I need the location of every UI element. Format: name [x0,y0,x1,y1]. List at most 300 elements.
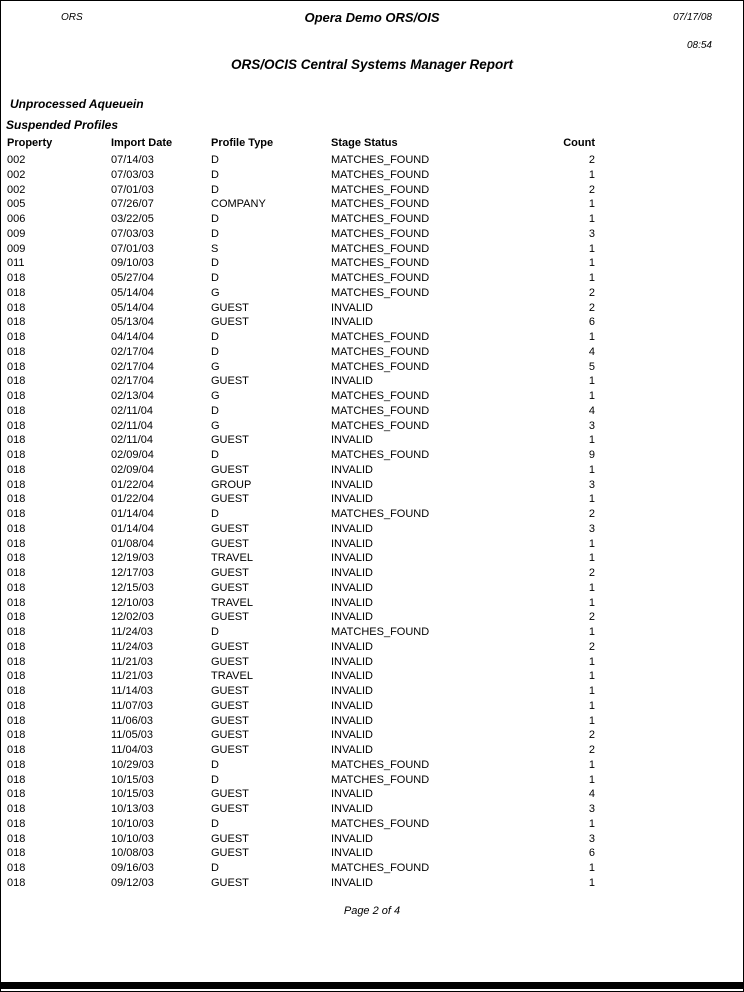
cell-stage-status: MATCHES_FOUND [331,758,430,771]
table-row [7,610,595,625]
cell-property: 018 [7,773,26,786]
section-heading-suspended-profiles: Suspended Profiles [6,118,119,132]
table-row [7,183,595,198]
cell-property: 018 [7,655,26,668]
column-header-count: Count [563,137,595,149]
cell-profile-type: GUEST [211,876,249,889]
table-row [7,669,595,684]
column-header-profile-type: Profile Type [211,137,274,149]
table-row [7,832,595,847]
table-row [7,389,595,404]
header-date: 07/17/08 [673,12,712,23]
cell-count: 1 [588,581,595,594]
cell-count: 1 [588,685,595,697]
table-row [7,227,595,242]
cell-stage-status: MATCHES_FOUND [331,272,430,284]
cell-profile-type: GUEST [211,493,249,506]
table-header-row [7,137,595,153]
table-row [7,345,595,360]
cell-stage-status: INVALID [331,493,373,506]
cell-stage-status: MATCHES_FOUND [331,242,430,255]
cell-profile-type: GUEST [211,375,249,388]
table-row [7,537,595,552]
cell-count: 2 [588,567,595,579]
cell-profile-type: D [211,213,219,225]
cell-profile-type: G [211,360,220,373]
cell-stage-status: MATCHES_FOUND [331,508,430,520]
cell-count: 6 [588,847,595,860]
cell-property: 018 [7,449,26,461]
cell-property: 018 [7,758,26,771]
cell-import-date: 07/01/03 [111,183,154,196]
cell-count: 1 [588,699,595,712]
table-row [7,861,595,876]
cell-stage-status: INVALID [331,876,373,889]
cell-stage-status: INVALID [331,611,373,624]
cell-property: 018 [7,301,26,314]
table-row [7,286,595,301]
column-header-import-date: Import Date [111,137,173,149]
cell-property: 018 [7,699,26,712]
table-row [7,242,595,257]
cell-profile-type: TRAVEL [211,670,253,683]
table-row [7,876,595,891]
cell-count: 1 [588,198,595,211]
cell-import-date: 02/17/04 [111,345,154,358]
cell-stage-status: INVALID [331,375,373,388]
cell-stage-status: INVALID [331,567,373,579]
cell-profile-type: D [211,227,219,240]
cell-property: 002 [7,183,26,196]
table-row [7,773,595,788]
cell-import-date: 11/06/03 [111,714,154,727]
cell-import-date: 02/09/04 [111,449,154,461]
table-row [7,625,595,640]
cell-property: 005 [7,198,26,211]
cell-count: 2 [588,183,595,196]
cell-profile-type: GUEST [211,744,249,756]
cell-profile-type: GUEST [211,611,249,624]
table-row [7,212,595,227]
cell-count: 6 [588,316,595,329]
cell-property: 018 [7,640,26,653]
cell-stage-status: MATCHES_FOUND [331,817,430,830]
cell-import-date: 07/03/03 [111,227,154,240]
cell-stage-status: INVALID [331,832,373,845]
cell-stage-status: MATCHES_FOUND [331,183,430,196]
cell-profile-type: GUEST [211,301,249,314]
table-row [7,566,595,581]
cell-import-date: 02/17/04 [111,375,154,388]
cell-profile-type: G [211,419,220,432]
cell-property: 018 [7,817,26,830]
cell-import-date: 02/17/04 [111,360,154,373]
header-app-label: ORS [61,12,83,23]
table-row [7,271,595,286]
cell-import-date: 10/29/03 [111,758,154,771]
cell-import-date: 03/22/05 [111,213,154,225]
cell-property: 018 [7,744,26,756]
cell-profile-type: GUEST [211,729,249,742]
table-row [7,256,595,271]
cell-stage-status: MATCHES_FOUND [331,286,430,299]
table-row [7,507,595,522]
cell-count: 1 [588,655,595,668]
cell-stage-status: INVALID [331,537,373,550]
cell-count: 1 [588,596,595,609]
cell-profile-type: G [211,286,220,299]
cell-import-date: 04/14/04 [111,331,154,343]
cell-import-date: 02/13/04 [111,390,154,402]
table-row [7,419,595,434]
table-row [7,596,595,611]
cell-import-date: 09/12/03 [111,876,154,889]
table-row [7,640,595,655]
cell-count: 3 [588,478,595,491]
cell-profile-type: GUEST [211,832,249,845]
cell-profile-type: GUEST [211,685,249,697]
cell-count: 1 [588,272,595,284]
cell-property: 011 [7,257,25,270]
header-time: 08:54 [686,40,712,51]
cell-property: 018 [7,581,26,594]
cell-profile-type: GUEST [211,847,249,860]
cell-import-date: 01/22/04 [111,478,154,491]
cell-import-date: 11/21/03 [111,655,154,668]
cell-property: 002 [7,168,26,181]
cell-profile-type: GUEST [211,567,249,579]
cell-property: 018 [7,463,26,476]
cell-property: 018 [7,508,26,520]
cell-count: 1 [588,493,595,506]
cell-stage-status: INVALID [331,714,373,727]
cell-import-date: 05/13/04 [111,316,154,329]
cell-profile-type: GUEST [211,434,249,447]
cell-profile-type: D [211,345,219,358]
table-row [7,802,595,817]
cell-property: 018 [7,611,26,624]
cell-profile-type: GROUP [211,478,252,491]
report-table [7,137,595,891]
table-row [7,448,595,463]
cell-import-date: 09/16/03 [111,862,154,874]
cell-count: 1 [588,213,595,225]
table-row [7,728,595,743]
cell-property: 018 [7,714,26,727]
cell-import-date: 02/11/04 [111,434,154,447]
cell-stage-status: INVALID [331,581,373,594]
cell-property: 006 [7,213,26,225]
cell-import-date: 01/08/04 [111,537,154,550]
cell-profile-type: GUEST [211,655,249,668]
cell-profile-type: GUEST [211,463,249,476]
table-row [7,478,595,493]
cell-property: 018 [7,862,26,874]
cell-property: 018 [7,434,26,447]
cell-stage-status: MATCHES_FOUND [331,773,430,786]
cell-import-date: 02/11/04 [111,419,154,432]
cell-import-date: 05/27/04 [111,272,154,284]
cell-profile-type: GUEST [211,522,249,535]
cell-import-date: 11/21/03 [111,670,154,683]
table-row [7,655,595,670]
cell-property: 018 [7,788,26,801]
cell-import-date: 02/09/04 [111,463,154,476]
cell-import-date: 01/14/04 [111,508,154,520]
cell-property: 018 [7,331,26,343]
cell-import-date: 11/04/03 [111,744,154,756]
cell-property: 018 [7,316,26,329]
cell-property: 018 [7,478,26,491]
cell-count: 1 [588,331,595,343]
cell-stage-status: INVALID [331,803,373,815]
cell-property: 018 [7,345,26,358]
cell-import-date: 01/22/04 [111,493,154,506]
cell-import-date: 05/14/04 [111,286,154,299]
cell-property: 018 [7,552,26,565]
table-row [7,714,595,729]
cell-profile-type: S [211,242,219,255]
cell-profile-type: GUEST [211,581,249,594]
report-title: ORS/OCIS Central Systems Manager Report [230,57,514,72]
cell-stage-status: INVALID [331,463,373,476]
column-header-stage-status: Stage Status [331,137,398,149]
table-row [7,758,595,773]
cell-import-date: 10/15/03 [111,773,154,786]
cell-count: 4 [588,788,595,801]
cell-stage-status: MATCHES_FOUND [331,404,430,417]
cell-property: 018 [7,685,26,697]
cell-stage-status: INVALID [331,478,373,491]
cell-profile-type: D [211,183,219,196]
cell-count: 1 [588,390,595,402]
cell-stage-status: MATCHES_FOUND [331,168,430,181]
cell-import-date: 11/24/03 [111,626,154,638]
cell-profile-type: D [211,817,219,830]
table-row [7,581,595,596]
cell-profile-type: D [211,154,219,166]
cell-import-date: 07/01/03 [111,242,154,255]
cell-count: 1 [588,876,595,889]
table-row [7,846,595,861]
cell-count: 1 [588,626,595,638]
cell-property: 018 [7,537,26,550]
table-row [7,522,595,537]
cell-count: 3 [588,522,595,535]
cell-property: 018 [7,522,26,535]
cell-import-date: 11/07/03 [111,699,154,712]
cell-stage-status: INVALID [331,640,373,653]
cell-import-date: 10/15/03 [111,788,154,801]
cell-stage-status: MATCHES_FOUND [331,449,430,461]
cell-count: 1 [588,375,595,388]
cell-import-date: 12/19/03 [111,552,154,565]
cell-import-date: 10/13/03 [111,803,154,815]
cell-property: 009 [7,242,26,255]
table-row [7,433,595,448]
table-row [7,743,595,758]
cell-profile-type: D [211,626,219,638]
cell-profile-type: GUEST [211,537,249,550]
cell-stage-status: INVALID [331,685,373,697]
cell-property: 018 [7,596,26,609]
table-row [7,699,595,714]
cell-profile-type: GUEST [211,714,249,727]
cell-count: 1 [588,862,595,874]
cell-property: 018 [7,493,26,506]
cell-import-date: 09/10/03 [111,257,154,270]
cell-property: 018 [7,286,26,299]
section-heading-unprocessed: Unprocessed Aqueuein [10,97,144,111]
cell-profile-type: D [211,168,219,181]
cell-property: 018 [7,390,26,402]
cell-count: 1 [588,242,595,255]
cell-import-date: 07/26/07 [111,198,154,211]
cell-import-date: 11/14/03 [111,685,154,697]
cell-profile-type: D [211,508,219,520]
cell-count: 2 [588,640,595,653]
cell-count: 2 [588,744,595,756]
cell-property: 018 [7,670,26,683]
cell-stage-status: INVALID [331,670,373,683]
cell-count: 1 [588,552,595,565]
table-row [7,315,595,330]
cell-stage-status: INVALID [331,522,373,535]
cell-profile-type: GUEST [211,640,249,653]
cell-count: 1 [588,257,595,270]
table-row [7,463,595,478]
cell-import-date: 10/10/03 [111,817,154,830]
cell-count: 1 [588,714,595,727]
cell-import-date: 07/14/03 [111,154,154,166]
cell-stage-status: INVALID [331,301,373,314]
cell-stage-status: MATCHES_FOUND [331,390,430,402]
cell-property: 018 [7,272,26,284]
page-edge-bar [1,982,743,989]
cell-property: 018 [7,375,26,388]
table-row [7,684,595,699]
cell-import-date: 10/08/03 [111,847,154,860]
cell-property: 018 [7,419,26,432]
cell-profile-type: TRAVEL [211,552,253,565]
cell-stage-status: MATCHES_FOUND [331,419,430,432]
cell-import-date: 11/24/03 [111,640,154,653]
cell-count: 1 [588,670,595,683]
cell-stage-status: INVALID [331,744,373,756]
cell-count: 1 [588,773,595,786]
cell-property: 002 [7,154,26,166]
cell-profile-type: D [211,758,219,771]
cell-count: 1 [588,168,595,181]
cell-profile-type: GUEST [211,699,249,712]
cell-profile-type: D [211,862,219,874]
cell-profile-type: GUEST [211,788,249,801]
cell-stage-status: MATCHES_FOUND [331,213,430,225]
cell-count: 2 [588,301,595,314]
cell-profile-type: D [211,404,219,417]
table-row [7,374,595,389]
cell-property: 018 [7,360,26,373]
cell-stage-status: INVALID [331,788,373,801]
table-row [7,787,595,802]
cell-stage-status: INVALID [331,699,373,712]
cell-stage-status: MATCHES_FOUND [331,360,430,373]
cell-import-date: 12/15/03 [111,581,154,594]
cell-count: 1 [588,463,595,476]
cell-import-date: 10/10/03 [111,832,154,845]
cell-profile-type: D [211,331,219,343]
table-row [7,551,595,566]
table-row [7,301,595,316]
cell-stage-status: MATCHES_FOUND [331,331,430,343]
cell-count: 1 [588,758,595,771]
cell-profile-type: D [211,257,219,270]
cell-count: 3 [588,227,595,240]
cell-profile-type: GUEST [211,316,249,329]
header-title: Opera Demo ORS/OIS [304,10,440,25]
cell-count: 4 [588,345,595,358]
cell-stage-status: MATCHES_FOUND [331,862,430,874]
cell-stage-status: INVALID [331,596,373,609]
cell-count: 3 [588,832,595,845]
cell-stage-status: MATCHES_FOUND [331,626,430,638]
cell-stage-status: INVALID [331,316,373,329]
table-row [7,153,595,168]
cell-profile-type: D [211,449,219,461]
cell-import-date: 05/14/04 [111,301,154,314]
cell-profile-type: COMPANY [211,198,266,211]
cell-stage-status: INVALID [331,552,373,565]
report-table-body [7,153,595,891]
cell-property: 018 [7,803,26,815]
cell-property: 018 [7,729,26,742]
table-row [7,404,595,419]
cell-count: 5 [588,360,595,373]
cell-count: 2 [588,286,595,299]
table-row [7,817,595,832]
cell-profile-type: TRAVEL [211,596,253,609]
cell-property: 018 [7,567,26,579]
cell-property: 018 [7,404,26,417]
table-row [7,330,595,345]
cell-profile-type: GUEST [211,803,249,815]
cell-count: 2 [588,729,595,742]
page-indicator: Page 2 of 4 [343,905,401,917]
cell-import-date: 11/05/03 [111,729,154,742]
cell-import-date: 02/11/04 [111,404,154,417]
cell-stage-status: MATCHES_FOUND [331,257,430,270]
cell-count: 2 [588,154,595,166]
column-header-property: Property [7,137,53,149]
cell-stage-status: INVALID [331,847,373,860]
cell-stage-status: INVALID [331,729,373,742]
cell-stage-status: MATCHES_FOUND [331,227,430,240]
cell-import-date: 01/14/04 [111,522,154,535]
cell-count: 3 [588,803,595,815]
cell-stage-status: MATCHES_FOUND [331,198,430,211]
cell-import-date: 12/10/03 [111,596,154,609]
cell-count: 2 [588,611,595,624]
table-row [7,168,595,183]
cell-import-date: 12/02/03 [111,611,154,624]
cell-count: 1 [588,817,595,830]
cell-property: 018 [7,876,26,889]
table-row [7,197,595,212]
table-row [7,492,595,507]
cell-property: 018 [7,626,26,638]
cell-stage-status: INVALID [331,434,373,447]
cell-stage-status: MATCHES_FOUND [331,345,430,358]
